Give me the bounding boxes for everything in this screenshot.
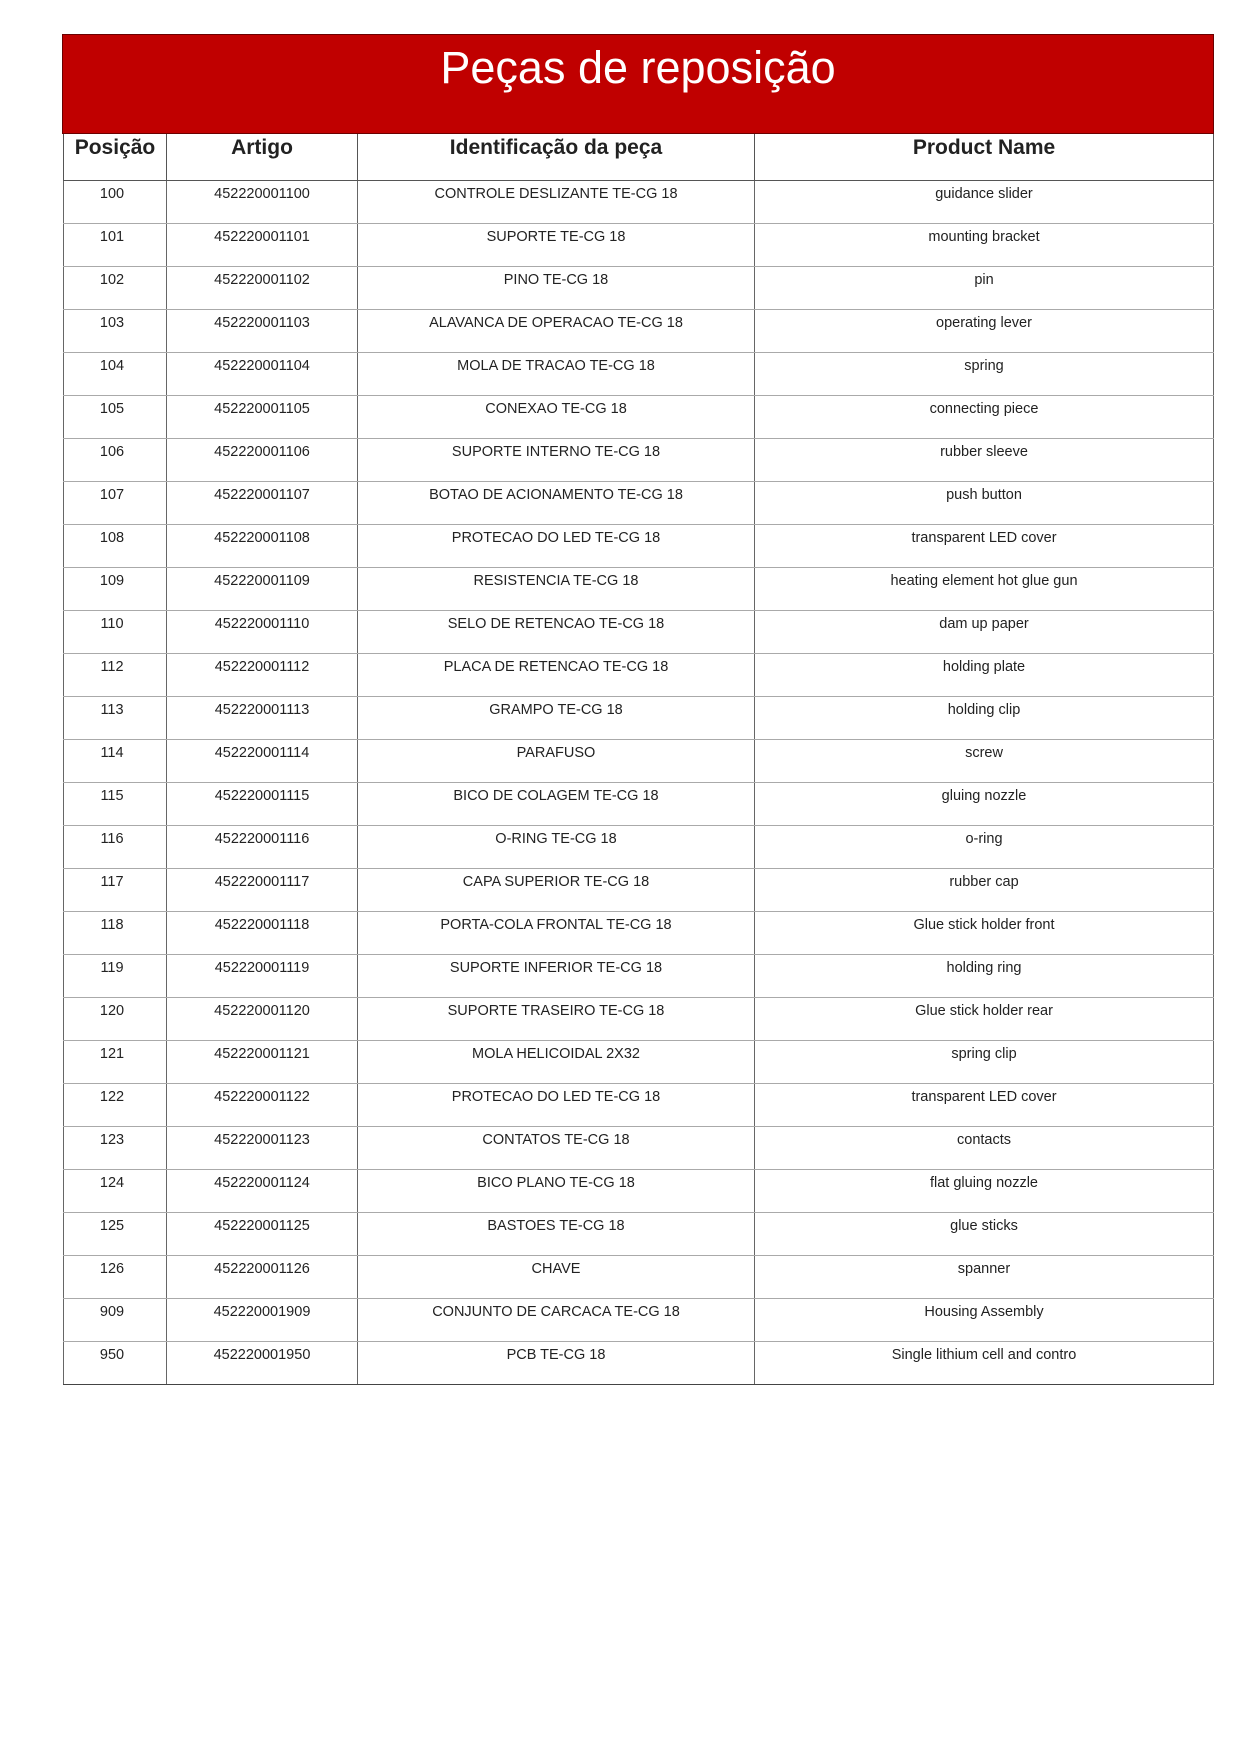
cell-identification: SUPORTE TE-CG 18 bbox=[358, 223, 755, 266]
cell-article: 452220001115 bbox=[167, 782, 358, 825]
cell-article: 452220001122 bbox=[167, 1083, 358, 1126]
cell-article: 452220001100 bbox=[167, 180, 358, 223]
table-row bbox=[64, 352, 1214, 395]
column-header-article: Artigo bbox=[167, 134, 358, 180]
cell-identification: PCB TE-CG 18 bbox=[358, 1341, 755, 1384]
table-row bbox=[64, 438, 1214, 481]
cell-product-name: transparent LED cover bbox=[755, 524, 1214, 567]
cell-product-name: heating element hot glue gun bbox=[755, 567, 1214, 610]
cell-identification: GRAMPO TE-CG 18 bbox=[358, 696, 755, 739]
cell-identification: ALAVANCA DE OPERACAO TE-CG 18 bbox=[358, 309, 755, 352]
cell-article: 452220001102 bbox=[167, 266, 358, 309]
table-row bbox=[64, 739, 1214, 782]
cell-article: 452220001109 bbox=[167, 567, 358, 610]
table-row bbox=[64, 1040, 1214, 1083]
cell-position: 126 bbox=[64, 1255, 167, 1298]
cell-product-name: screw bbox=[755, 739, 1214, 782]
cell-position: 113 bbox=[64, 696, 167, 739]
cell-position: 118 bbox=[64, 911, 167, 954]
table-row bbox=[64, 1126, 1214, 1169]
cell-product-name: gluing nozzle bbox=[755, 782, 1214, 825]
cell-position: 120 bbox=[64, 997, 167, 1040]
table-row bbox=[64, 1083, 1214, 1126]
cell-article: 452220001950 bbox=[167, 1341, 358, 1384]
cell-article: 452220001112 bbox=[167, 653, 358, 696]
table-row bbox=[64, 868, 1214, 911]
cell-product-name: mounting bracket bbox=[755, 223, 1214, 266]
cell-product-name: holding clip bbox=[755, 696, 1214, 739]
cell-article: 452220001125 bbox=[167, 1212, 358, 1255]
table-row bbox=[64, 524, 1214, 567]
cell-article: 452220001117 bbox=[167, 868, 358, 911]
cell-product-name: transparent LED cover bbox=[755, 1083, 1214, 1126]
table-body bbox=[64, 180, 1214, 1384]
cell-identification: SELO DE RETENCAO TE-CG 18 bbox=[358, 610, 755, 653]
cell-article: 452220001118 bbox=[167, 911, 358, 954]
cell-identification: BICO PLANO TE-CG 18 bbox=[358, 1169, 755, 1212]
cell-identification: MOLA HELICOIDAL 2X32 bbox=[358, 1040, 755, 1083]
table-row bbox=[64, 653, 1214, 696]
cell-product-name: rubber sleeve bbox=[755, 438, 1214, 481]
cell-article: 452220001120 bbox=[167, 997, 358, 1040]
cell-product-name: flat gluing nozzle bbox=[755, 1169, 1214, 1212]
cell-product-name: rubber cap bbox=[755, 868, 1214, 911]
cell-position: 105 bbox=[64, 395, 167, 438]
cell-article: 452220001106 bbox=[167, 438, 358, 481]
cell-position: 121 bbox=[64, 1040, 167, 1083]
table-row bbox=[64, 223, 1214, 266]
cell-product-name: glue sticks bbox=[755, 1212, 1214, 1255]
spare-parts-sheet bbox=[62, 34, 1214, 1385]
cell-position: 102 bbox=[64, 266, 167, 309]
table-row bbox=[64, 1212, 1214, 1255]
cell-product-name: holding ring bbox=[755, 954, 1214, 997]
table-row bbox=[64, 782, 1214, 825]
cell-identification: SUPORTE INFERIOR TE-CG 18 bbox=[358, 954, 755, 997]
cell-product-name: contacts bbox=[755, 1126, 1214, 1169]
cell-position: 123 bbox=[64, 1126, 167, 1169]
table-row bbox=[64, 180, 1214, 223]
cell-product-name: o-ring bbox=[755, 825, 1214, 868]
cell-identification: SUPORTE INTERNO TE-CG 18 bbox=[358, 438, 755, 481]
cell-identification: CAPA SUPERIOR TE-CG 18 bbox=[358, 868, 755, 911]
cell-article: 452220001909 bbox=[167, 1298, 358, 1341]
cell-position: 107 bbox=[64, 481, 167, 524]
cell-article: 452220001110 bbox=[167, 610, 358, 653]
table-row bbox=[64, 266, 1214, 309]
cell-position: 117 bbox=[64, 868, 167, 911]
cell-position: 100 bbox=[64, 180, 167, 223]
cell-identification: CONJUNTO DE CARCACA TE-CG 18 bbox=[358, 1298, 755, 1341]
cell-position: 114 bbox=[64, 739, 167, 782]
cell-product-name: Glue stick holder rear bbox=[755, 997, 1214, 1040]
cell-product-name: holding plate bbox=[755, 653, 1214, 696]
table-row bbox=[64, 1169, 1214, 1212]
cell-product-name: spanner bbox=[755, 1255, 1214, 1298]
cell-product-name: Single lithium cell and contro bbox=[755, 1341, 1214, 1384]
cell-identification: PARAFUSO bbox=[358, 739, 755, 782]
cell-article: 452220001113 bbox=[167, 696, 358, 739]
cell-position: 106 bbox=[64, 438, 167, 481]
cell-article: 452220001114 bbox=[167, 739, 358, 782]
table-row bbox=[64, 1298, 1214, 1341]
title-banner bbox=[62, 34, 1214, 134]
cell-position: 125 bbox=[64, 1212, 167, 1255]
cell-position: 122 bbox=[64, 1083, 167, 1126]
column-header-position: Posição bbox=[64, 134, 167, 180]
cell-product-name: operating lever bbox=[755, 309, 1214, 352]
table-row bbox=[64, 696, 1214, 739]
cell-article: 452220001119 bbox=[167, 954, 358, 997]
cell-position: 108 bbox=[64, 524, 167, 567]
page-title: Peças de reposição bbox=[440, 42, 836, 93]
column-header-product-name: Product Name bbox=[755, 134, 1214, 180]
cell-identification: BASTOES TE-CG 18 bbox=[358, 1212, 755, 1255]
cell-identification: SUPORTE TRASEIRO TE-CG 18 bbox=[358, 997, 755, 1040]
cell-product-name: guidance slider bbox=[755, 180, 1214, 223]
cell-article: 452220001126 bbox=[167, 1255, 358, 1298]
cell-identification: CONTATOS TE-CG 18 bbox=[358, 1126, 755, 1169]
cell-identification: PLACA DE RETENCAO TE-CG 18 bbox=[358, 653, 755, 696]
cell-position: 104 bbox=[64, 352, 167, 395]
cell-article: 452220001101 bbox=[167, 223, 358, 266]
table-header-row bbox=[64, 134, 1214, 180]
cell-product-name: connecting piece bbox=[755, 395, 1214, 438]
cell-article: 452220001107 bbox=[167, 481, 358, 524]
cell-article: 452220001104 bbox=[167, 352, 358, 395]
table-row bbox=[64, 481, 1214, 524]
table-row bbox=[64, 1341, 1214, 1384]
cell-article: 452220001108 bbox=[167, 524, 358, 567]
cell-position: 950 bbox=[64, 1341, 167, 1384]
cell-position: 115 bbox=[64, 782, 167, 825]
cell-product-name: push button bbox=[755, 481, 1214, 524]
cell-product-name: spring bbox=[755, 352, 1214, 395]
cell-identification: CHAVE bbox=[358, 1255, 755, 1298]
cell-product-name: spring clip bbox=[755, 1040, 1214, 1083]
cell-article: 452220001116 bbox=[167, 825, 358, 868]
cell-article: 452220001121 bbox=[167, 1040, 358, 1083]
cell-article: 452220001123 bbox=[167, 1126, 358, 1169]
cell-position: 110 bbox=[64, 610, 167, 653]
cell-identification: BICO DE COLAGEM TE-CG 18 bbox=[358, 782, 755, 825]
table-row bbox=[64, 309, 1214, 352]
cell-identification: PROTECAO DO LED TE-CG 18 bbox=[358, 524, 755, 567]
cell-identification: PINO TE-CG 18 bbox=[358, 266, 755, 309]
table-row bbox=[64, 1255, 1214, 1298]
cell-product-name: pin bbox=[755, 266, 1214, 309]
cell-identification: MOLA DE TRACAO TE-CG 18 bbox=[358, 352, 755, 395]
table-row bbox=[64, 395, 1214, 438]
cell-product-name: Glue stick holder front bbox=[755, 911, 1214, 954]
cell-product-name: dam up paper bbox=[755, 610, 1214, 653]
cell-position: 119 bbox=[64, 954, 167, 997]
cell-product-name: Housing Assembly bbox=[755, 1298, 1214, 1341]
table-row bbox=[64, 997, 1214, 1040]
cell-position: 112 bbox=[64, 653, 167, 696]
cell-identification: CONEXAO TE-CG 18 bbox=[358, 395, 755, 438]
cell-identification: BOTAO DE ACIONAMENTO TE-CG 18 bbox=[358, 481, 755, 524]
cell-identification: CONTROLE DESLIZANTE TE-CG 18 bbox=[358, 180, 755, 223]
cell-position: 101 bbox=[64, 223, 167, 266]
cell-position: 109 bbox=[64, 567, 167, 610]
table-row bbox=[64, 610, 1214, 653]
table-row bbox=[64, 825, 1214, 868]
cell-position: 116 bbox=[64, 825, 167, 868]
table-row bbox=[64, 567, 1214, 610]
cell-identification: O-RING TE-CG 18 bbox=[358, 825, 755, 868]
cell-position: 124 bbox=[64, 1169, 167, 1212]
cell-position: 103 bbox=[64, 309, 167, 352]
cell-identification: RESISTENCIA TE-CG 18 bbox=[358, 567, 755, 610]
cell-article: 452220001124 bbox=[167, 1169, 358, 1212]
table-row bbox=[64, 911, 1214, 954]
cell-article: 452220001103 bbox=[167, 309, 358, 352]
column-header-identification: Identificação da peça bbox=[358, 134, 755, 180]
cell-identification: PROTECAO DO LED TE-CG 18 bbox=[358, 1083, 755, 1126]
cell-identification: PORTA-COLA FRONTAL TE-CG 18 bbox=[358, 911, 755, 954]
spare-parts-table bbox=[63, 134, 1214, 1385]
table-row bbox=[64, 954, 1214, 997]
cell-article: 452220001105 bbox=[167, 395, 358, 438]
cell-position: 909 bbox=[64, 1298, 167, 1341]
